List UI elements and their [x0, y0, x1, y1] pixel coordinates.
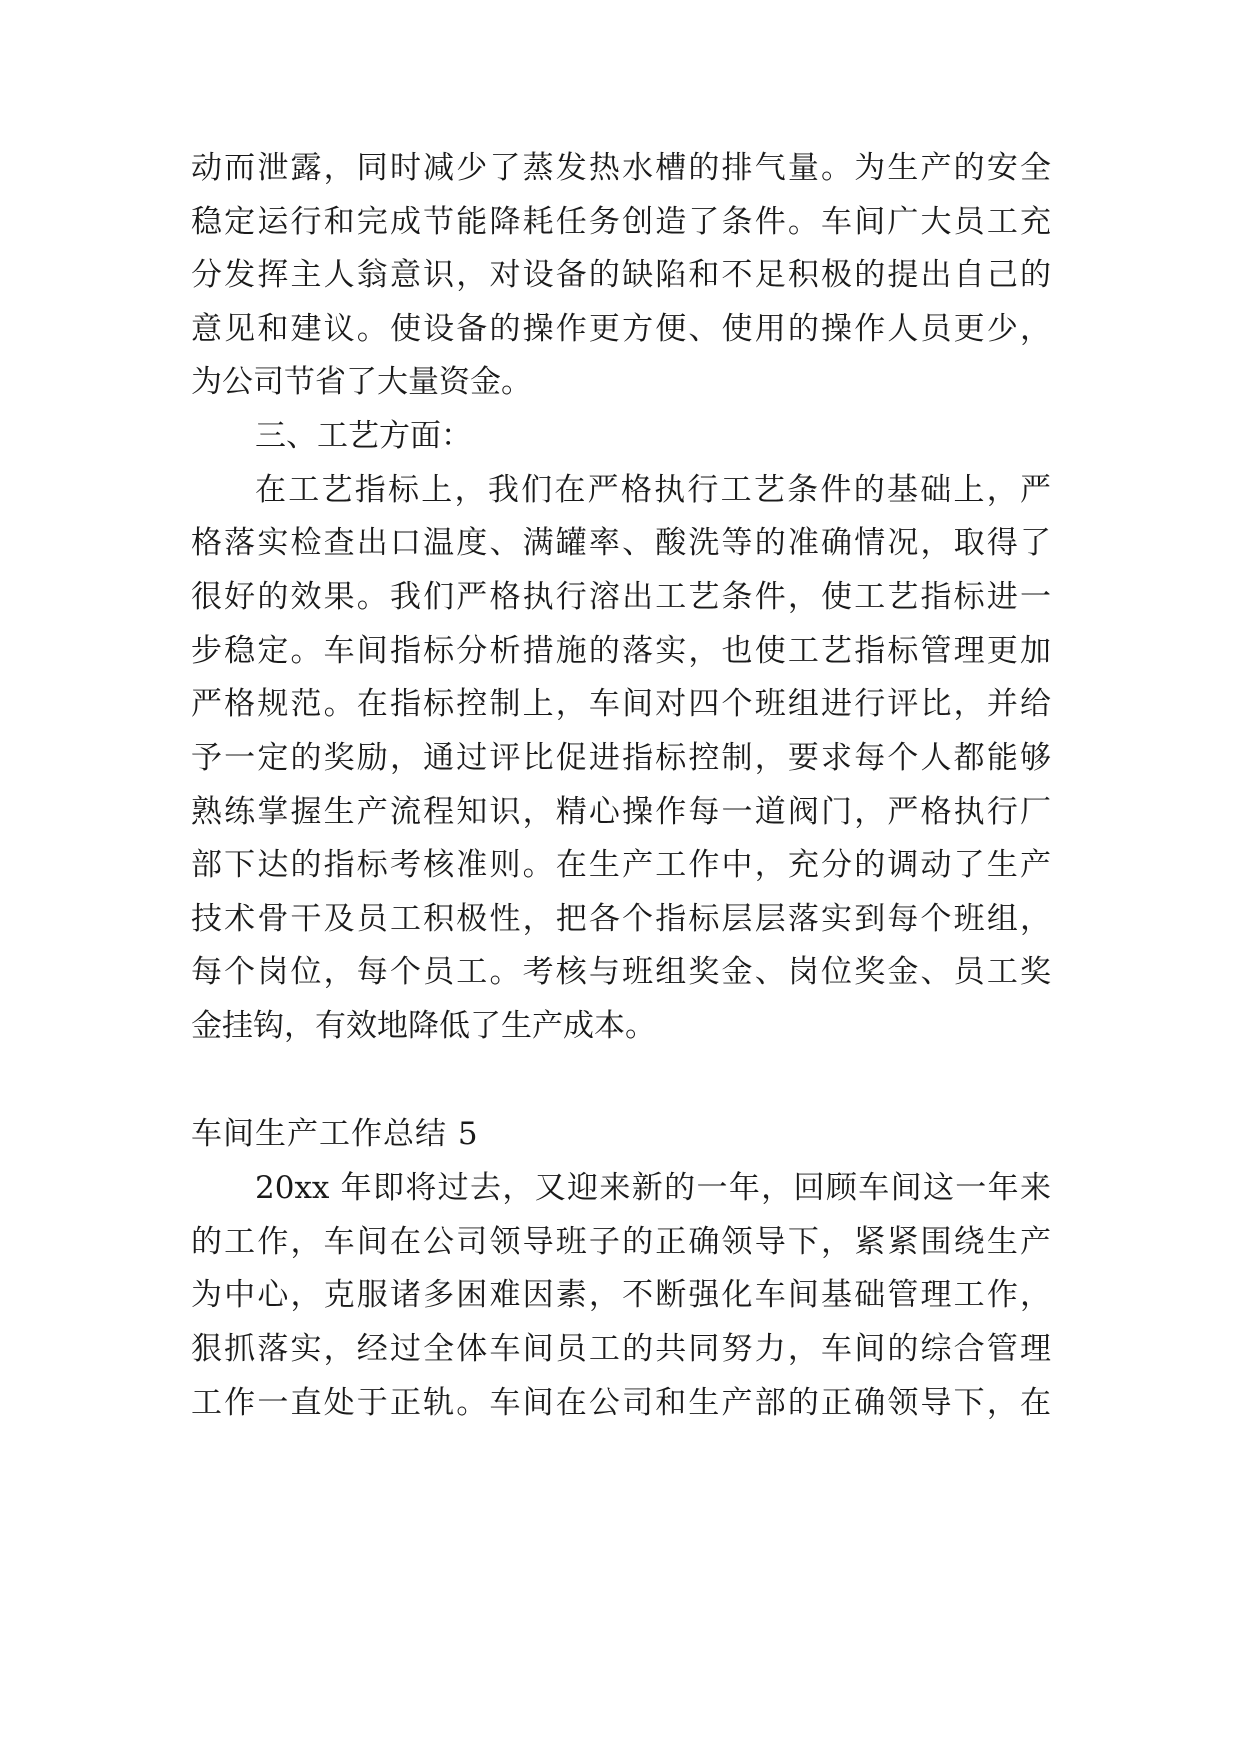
- paragraph-line: 金挂钩，有效地降低了生产成本。: [191, 1008, 656, 1044]
- paragraph-line: 稳定运行和完成节能降耗任务创造了条件。车间广大员工充: [191, 204, 1051, 240]
- paragraph-line: 工作一直处于正轨。车间在公司和生产部的正确领导下，在: [191, 1385, 1051, 1421]
- paragraph-line: 严格规范。在指标控制上，车间对四个班组进行评比，并给: [191, 686, 1051, 722]
- paragraph-line: 为中心，克服诸多困难因素，不断强化车间基础管理工作，: [191, 1277, 1051, 1313]
- paragraph-line: 予一定的奖励，通过评比促进指标控制，要求每个人都能够: [191, 740, 1051, 776]
- paragraph-line: 步稳定。车间指标分析措施的落实，也使工艺指标管理更加: [191, 633, 1051, 669]
- paragraph-line: 技术骨干及员工积极性，把各个指标层层落实到每个班组，: [191, 901, 1051, 937]
- paragraph-line: 20xx 年即将过去，又迎来新的一年，回顾车间这一年来: [255, 1170, 1051, 1206]
- paragraph-line: 部下达的指标考核准则。在生产工作中，充分的调动了生产: [191, 847, 1051, 883]
- paragraph-line: 为公司节省了大量资金。: [191, 364, 532, 400]
- paragraph-line: 动而泄露，同时减少了蒸发热水槽的排气量。为生产的安全: [191, 150, 1051, 186]
- paragraph-line: 分发挥主人翁意识，对设备的缺陷和不足积极的提出自己的: [191, 257, 1051, 293]
- paragraph-line: 很好的效果。我们严格执行溶出工艺条件，使工艺指标进一: [191, 579, 1051, 615]
- paragraph-line: 熟练掌握生产流程知识，精心操作每一道阀门，严格执行厂: [191, 794, 1051, 830]
- paragraph-line: 狠抓落实，经过全体车间员工的共同努力，车间的综合管理: [191, 1331, 1051, 1367]
- paragraph-line: 在工艺指标上，我们在严格执行工艺条件的基础上，严: [255, 472, 1051, 508]
- paragraph-line: 每个岗位，每个员工。考核与班组奖金、岗位奖金、员工奖: [191, 954, 1051, 990]
- paragraph-line: 意见和建议。使设备的操作更方便、使用的操作人员更少，: [191, 311, 1051, 347]
- paragraph-line: 的工作，车间在公司领导班子的正确领导下，紧紧围绕生产: [191, 1224, 1051, 1260]
- section-title: 车间生产工作总结 5: [191, 1116, 479, 1152]
- paragraph-line: 格落实检查出口温度、满罐率、酸洗等的准确情况，取得了: [191, 525, 1051, 561]
- section-heading: 三、工艺方面：: [255, 418, 472, 454]
